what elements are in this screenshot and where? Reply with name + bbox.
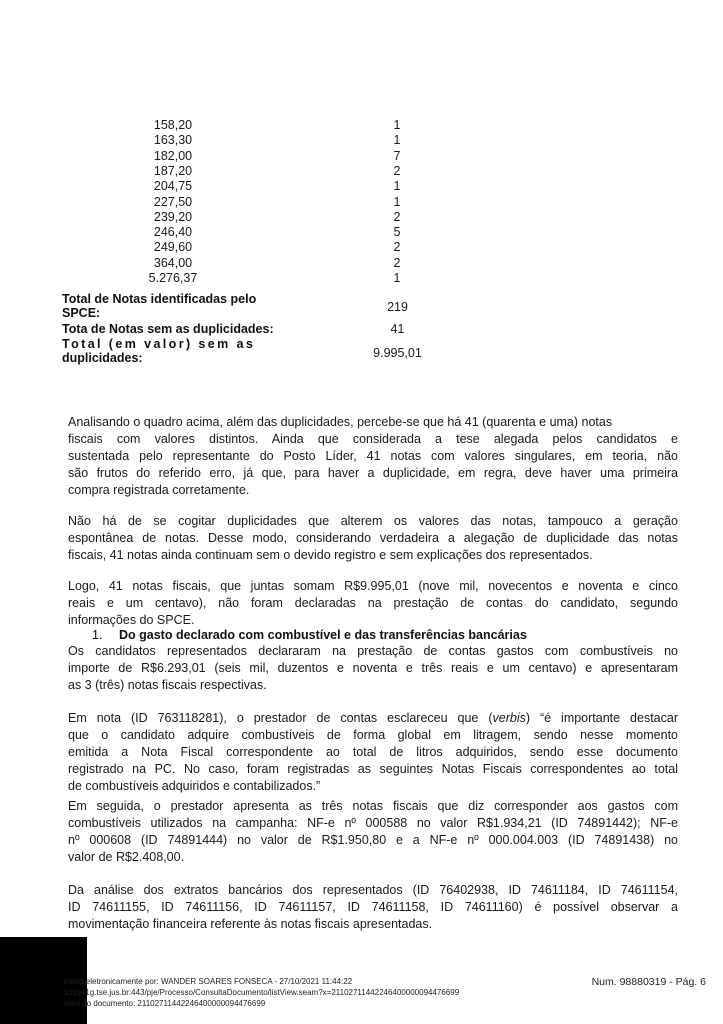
text-line: informações do SPCE. [68, 612, 195, 627]
paragraph-analysis [68, 414, 678, 499]
footer-doc-number: nero do documento: 21102711442246400000094476699 [64, 999, 266, 1008]
table-row [0, 164, 723, 179]
footer-signed-by: inado eletronicamente por: WANDER SOARES FONSECA - 27/10/2021 11:44:22 [64, 977, 353, 986]
text-line: importe de R$6.293,01 (seis mil, duzentos e noventa e três reais e um centavo) e apresentaram [68, 660, 678, 675]
paragraph-no-duplicates [68, 513, 678, 564]
table-row [0, 271, 723, 286]
text-line: nº 000608 (ID 74891444) no valor de R$1.950,80 e a NF-e nº 000.004.003 (ID 74891438) no [68, 832, 678, 847]
text-line: Não há de se cogitar duplicidades que alterem os valores das notas, tampouco a geração [68, 514, 678, 528]
summary-label-line: Total (em valor) sem as [62, 337, 256, 351]
summary-label-total-identified [62, 292, 282, 320]
invoice-value: 239,20 [153, 209, 193, 224]
table-row [0, 149, 723, 164]
text-line: fiscais, 41 notas ainda continuam sem o devido registro e sem explicações dos representados. [68, 547, 593, 562]
table-row [0, 195, 723, 210]
summary-label-total-value [62, 337, 282, 365]
text-line: compra registrada corretamente. [68, 482, 250, 497]
invoice-count: 1 [393, 133, 401, 148]
text-line: são frutos do referido erro, já que, para haver a duplicidade, em regra, deve haver uma primeira [68, 465, 678, 480]
text-line: Da análise dos extratos bancários dos representados (ID 76402938, ID 74611184, ID 74611154, [68, 883, 678, 897]
invoice-value: 246,40 [153, 225, 193, 240]
summary-label-line: duplicidades: [62, 351, 143, 365]
text-line: emitida a Nota Fiscal correspondente ao total de litros adquiridos, sendo esse documento [68, 744, 678, 759]
invoice-count: 1 [393, 118, 401, 132]
table-row [0, 256, 723, 271]
section-heading [92, 627, 527, 643]
paragraph-conclusion [68, 578, 678, 629]
text-segment: Em nota (ID 763118281), o prestador de contas esclareceu que ( [68, 711, 493, 725]
text-line: que o candidato adquire combustíveis de forma global em litragem, sendo nesse momento [68, 727, 678, 742]
invoice-value: 5.276,37 [148, 271, 198, 285]
invoice-count: 2 [393, 209, 401, 224]
text-line: ID 74611155, ID 74611156, ID 74611157, ID 74611158, ID 74611160) é possível observar a [68, 899, 678, 914]
text-line: espontânea de notas. Desse modo, considerando verdadeira a alegação de duplicidade das notas [68, 530, 678, 545]
invoice-value: 182,00 [153, 148, 193, 163]
text-line: valor de R$2.408,00. [68, 849, 185, 864]
invoice-count: 2 [393, 163, 401, 178]
summary-label-line: SPCE: [62, 306, 101, 320]
text-line: de combustíveis adquiridos e contabilizados.” [68, 778, 321, 793]
text-line: Logo, 41 notas fiscais, que juntas somam R$9.995,01 (nove mil, novecentos e noventa e cinco [68, 579, 678, 593]
summary-value-total-identified: 219 [387, 300, 408, 314]
italic-term: verbis [492, 711, 526, 725]
invoice-value: 227,50 [153, 194, 193, 209]
invoice-value: 364,00 [153, 255, 193, 270]
table-row [0, 118, 723, 133]
text-line: Em seguida, o prestador apresenta as três notas fiscais que diz corresponder aos gastos com [68, 799, 678, 813]
invoice-count: 5 [393, 225, 401, 240]
table-row [0, 210, 723, 225]
invoice-count: 1 [393, 271, 401, 285]
text-line: sustentada pelo representante do Posto Líder, 41 notas com valores singulares, em teoria, não [68, 448, 678, 463]
table-row [0, 133, 723, 148]
invoice-count: 2 [393, 255, 401, 270]
page-number: Num. 98880319 - Pág. 6 [591, 976, 706, 988]
invoice-value: 163,30 [153, 133, 193, 148]
paragraph-invoices [68, 798, 678, 866]
section-number: 1. [92, 628, 103, 642]
text-line: reais e um centavo), não foram declaradas na prestação de contas do candidato, segundo [68, 595, 678, 610]
text-line: Os candidatos representados declararam na prestação de contas gastos com combustíveis no [68, 644, 678, 658]
invoice-count: 1 [393, 179, 401, 194]
summary-value-total-value: 9.995,01 [373, 346, 422, 360]
footer-url[interactable]: s://pje1g.tse.jus.br:443/pje/Processo/ConsultaDocumento/listView.seam?x=21102711442246400000094476699 [64, 988, 460, 997]
text-line: movimentação financeira referente às notas fiscais apresentadas. [68, 916, 433, 931]
invoice-value: 249,60 [153, 240, 193, 255]
paragraph-bank-statements [68, 882, 678, 933]
table-row [0, 240, 723, 255]
text-line [68, 710, 678, 727]
invoice-value: 187,20 [153, 163, 193, 178]
invoice-count: 1 [393, 194, 401, 209]
invoice-value: 204,75 [153, 179, 193, 194]
invoice-count: 7 [393, 148, 401, 163]
summary-value-without-duplicates: 41 [390, 322, 405, 336]
text-line: Analisando o quadro acima, além das duplicidades, percebe-se que há 41 (quarenta e uma) notas [68, 415, 613, 429]
text-line: fiscais com valores distintos. Ainda que considerada a tese alegada pelos candidatos e [68, 431, 678, 446]
invoice-count: 2 [393, 240, 401, 255]
paragraph-declared-fuel [68, 643, 678, 694]
text-line: registrado na PC. No caso, foram registradas as seguintes Notas Fiscais correspondentes ao total [68, 761, 678, 776]
paragraph-note-quote [68, 710, 678, 795]
text-line: as 3 (três) notas fiscais respectivas. [68, 677, 267, 692]
text-segment: ) “é importante destacar [525, 711, 678, 725]
summary-label-line: Total de Notas identificadas pelo [62, 292, 257, 306]
table-row [0, 225, 723, 240]
text-line: combustíveis utilizados na campanha: NF-e nº 000588 no valor R$1.934,21 (ID 74891442); NF-e [68, 815, 678, 830]
invoice-value: 158,20 [153, 118, 193, 132]
section-title: Do gasto declarado com combustível e das transferências bancárias [119, 628, 527, 642]
table-row [0, 179, 723, 194]
summary-label-without-duplicates: Tota de Notas sem as duplicidades: [62, 322, 274, 336]
